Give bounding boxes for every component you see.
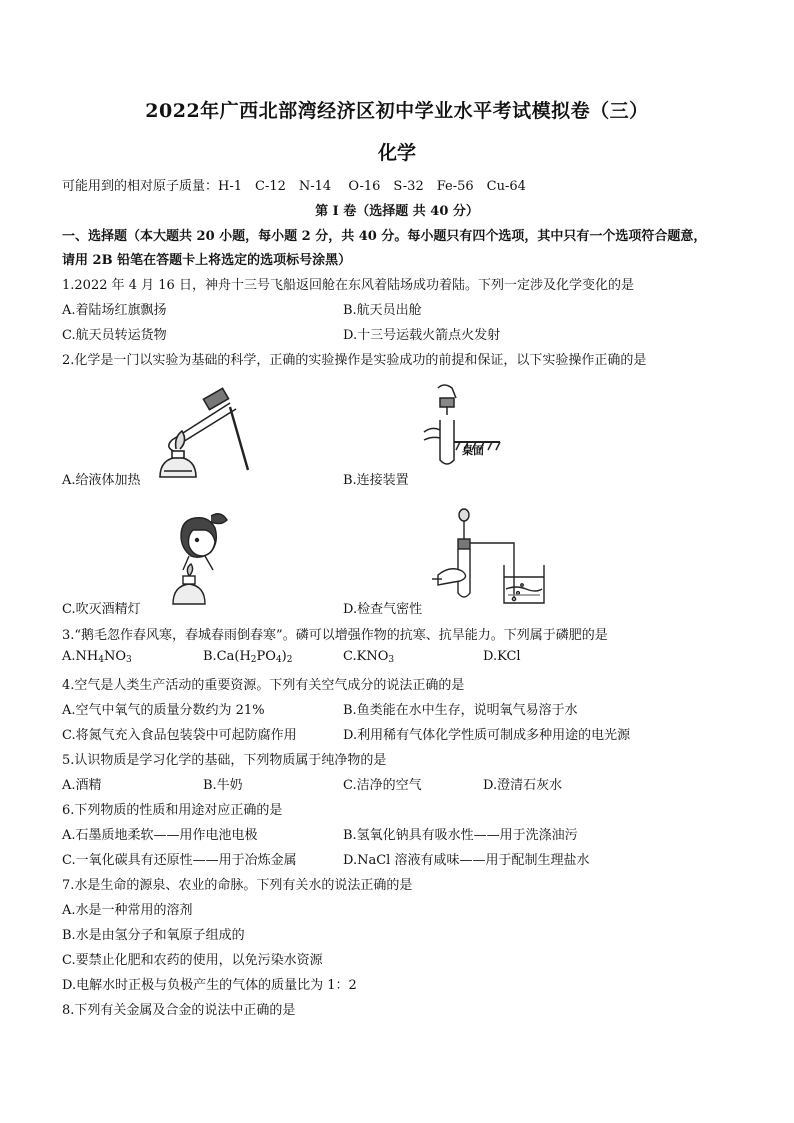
q2-option-b: B.连接装置 [343, 473, 409, 488]
q3-option-b: $B.Ca(H_2PO_4)_2$ [203, 649, 293, 665]
q5-option-b: B.牛奶 [203, 778, 243, 793]
q8-stem: 8.下列有关金属及合金的说法中正确的是 [62, 1003, 296, 1018]
figure-airtightness-check [432, 505, 582, 610]
q7-option-c: C.要禁止化肥和农药的使用，以免污染水资源 [62, 953, 323, 968]
q1-option-b: B.航天员出舱 [343, 303, 422, 318]
q4-option-a: A.空气中氧气的质量分数约为 21% [62, 703, 265, 718]
q7-option-d: D.电解水时正极与负极产生的气体的质量比为 1：2 [62, 978, 357, 993]
q3-option-a: $A.NH_4NO_3$ [62, 649, 132, 665]
q7-option-b: B.水是由氢分子和氧原子组成的 [62, 928, 245, 943]
figure-heating-liquid [150, 385, 260, 485]
q5-option-d: D.澄清石灰水 [483, 778, 563, 793]
q5-option-a: A.酒精 [62, 778, 102, 793]
q3-stem: 3.“鹅毛忽作春风寒，春城春雨倒春寒”。磷可以增强作物的抗寒、抗旱能力。下列属于磷肥的是 [62, 628, 608, 643]
section-title: 第 I 卷（选择题 共 40 分） [315, 204, 479, 219]
q6-stem: 6.下列物质的性质和用途对应正确的是 [62, 803, 283, 818]
q4-option-b: B.鱼类能在水中生存，说明氧气易溶于水 [343, 703, 578, 718]
q6-option-d: D.NaCl 溶液有咸味——用于配制生理盐水 [343, 853, 590, 868]
q4-option-c: C.将氮气充入食品包装袋中可起防腐作用 [62, 728, 297, 743]
q6-option-c: C.一氧化碳具有还原性——用于冶炼金属 [62, 853, 297, 868]
q2-option-a: A.给液体加热 [62, 473, 141, 488]
q2-option-d: D.检查气密性 [343, 602, 423, 617]
subject-title: 化学 [377, 142, 416, 164]
figure-blowing-lamp [165, 512, 245, 608]
q1-stem: 1.2022 年 4 月 16 日，神舟十三号飞船返回舱在东风着陆场成功着陆。下列一定涉及化学变化的是 [62, 278, 634, 293]
instructions-line1: 一、选择题（本大题共 20 小题，每小题 2 分，共 40 分。每小题只有四个选项，其中只有一个选项符合题意， [62, 229, 707, 244]
exam-title: 2022年广西北部湾经济区初中学业水平考试模拟卷（三） [145, 100, 649, 122]
q4-stem: 4.空气是人类生产活动的重要资源。下列有关空气成分的说法正确的是 [62, 678, 465, 693]
q4-option-d: D.利用稀有气体化学性质可制成多种用途的电光源 [343, 728, 631, 743]
q5-stem: 5.认识物质是学习化学的基础，下列物质属于纯净物的是 [62, 753, 387, 768]
atomic-masses: 可能用到的相对原子质量：H-1 C-12 N-14 O-16 S-32 Fe-56 Cu-64 [62, 179, 526, 194]
q5-option-c: C.洁净的空气 [343, 778, 422, 793]
figure-desk-label: 桌面 [462, 444, 484, 457]
q2-stem: 2.化学是一门以实验为基础的科学，正确的实验操作是实验成功的前提和保证，以下实验操作正确的是 [62, 353, 647, 368]
q1-option-d: D.十三号运载火箭点火发射 [343, 328, 501, 343]
q7-stem: 7.水是生命的源泉、农业的命脉。下列有关水的说法正确的是 [62, 878, 413, 893]
q3-option-d: D.KCl [483, 649, 521, 664]
q1-option-a: A.着陆场红旗飘扬 [62, 303, 167, 318]
q3-option-c: $C.KNO_3$ [343, 649, 395, 665]
instructions-line2: 请用 2B 铅笔在答题卡上将选定的选项标号涂黑） [62, 253, 352, 268]
q6-option-b: B.氢氧化钠具有吸水性——用于洗涤油污 [343, 828, 578, 843]
q6-option-a: A.石墨质地柔软——用作电池电极 [62, 828, 258, 843]
q1-option-c: C.航天员转运货物 [62, 328, 167, 343]
q7-option-a: A.水是一种常用的溶剂 [62, 903, 193, 918]
figure-connecting-apparatus [418, 380, 508, 480]
q2-option-c: C.吹灭酒精灯 [62, 602, 141, 617]
